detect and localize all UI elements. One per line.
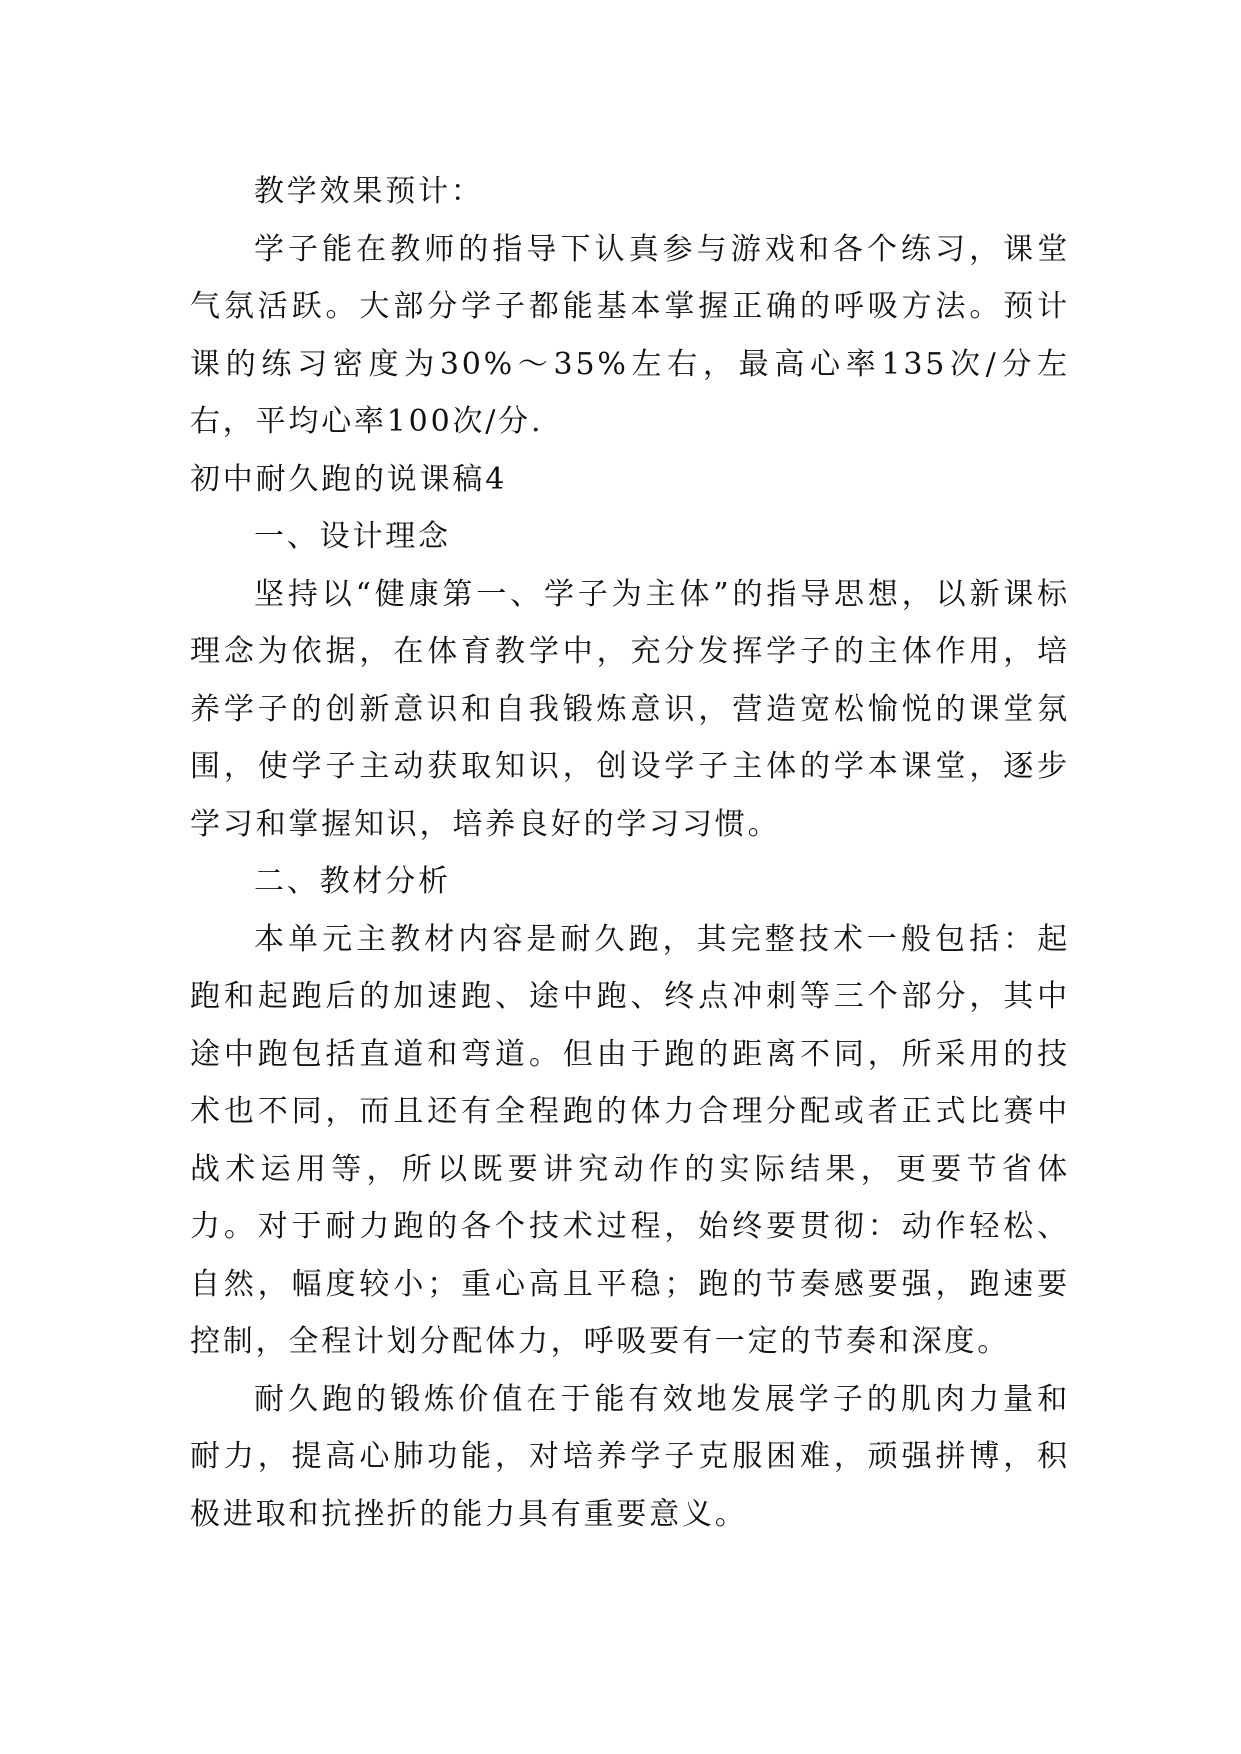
paragraph-design-concept: 坚持以“健康第一、学子为主体”的指导思想，以新课标理念为依据，在体育教学中，充分发挥学子的主体作用，培养学子的创新意识和自我锻炼意识，营造宽松愉悦的课堂氛围，使学子主动获取知识，创设学子主体的学本课堂，逐步学习和掌握知识，培养良好的学习习惯。	[190, 576, 1070, 842]
section-heading-material-analysis: 二、教材分析	[254, 864, 451, 899]
section-heading-design-concept: 一、设计理念	[254, 519, 451, 554]
document-title: 初中耐久跑的说课稿4	[190, 461, 508, 497]
paragraph-material-analysis-2: 耐久跑的锻炼价值在于能有效地发展学子的肌肉力量和耐力，提高心肺功能，对培养学子克服困难，顽强拼博，积极进取和抗挫折的能力具有重要意义。	[190, 1381, 1070, 1532]
paragraph-material-analysis-1: 本单元主教材内容是耐久跑，其完整技术一般包括：起跑和起跑后的加速跑、途中跑、终点冲刺等三个部分，其中途中跑包括直道和弯道。但由于跑的距离不同，所采用的技术也不同，而且还有全程跑的体力合理分配或者正式比赛中战术运用等，所以既要讲究动作的实际结果，更要节省体力。对于耐力跑的各个技术过程，始终要贯彻：动作轻松、自然，幅度较小；重心高且平稳；跑的节奏感要强，跑速要控制，全程计划分配体力，呼吸要有一定的节奏和深度。	[190, 921, 1070, 1359]
document-page	[190, 163, 1070, 1543]
paragraph-teaching-effect-body: 学子能在教师的指导下认真参与游戏和各个练习，课堂气氛活跃。大部分学子都能基本掌握正确的呼吸方法。预计课的练习密度为30%～35%左右，最高心率135次/分左右，平均心率100次/分.	[190, 231, 1070, 439]
paragraph-teaching-effect-label: 教学效果预计：	[254, 174, 484, 209]
